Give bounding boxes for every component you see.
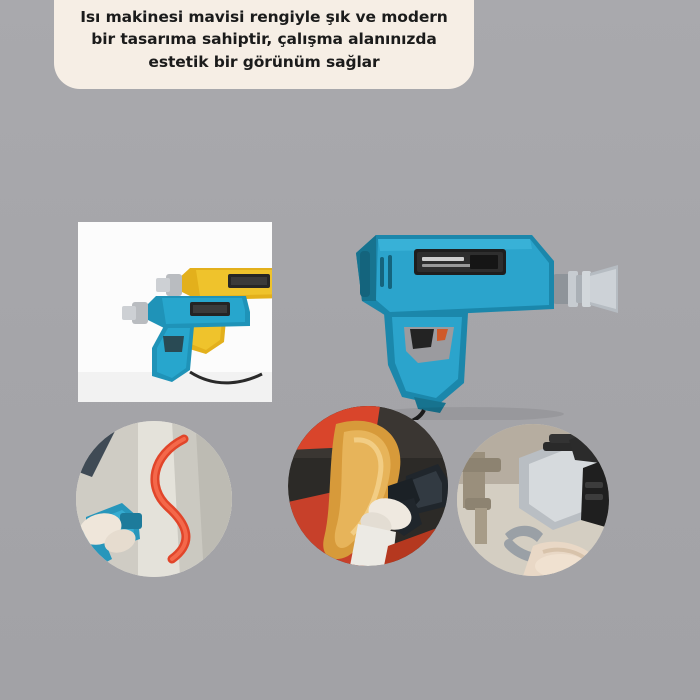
blue-heat-gun-product-photo <box>318 205 658 420</box>
thumb-hose-graphic <box>76 421 232 577</box>
heat-gun-box-photo <box>78 222 272 402</box>
thumb-hair-drying <box>288 406 448 566</box>
thumb-pipe-graphic <box>457 424 609 576</box>
thumb-hair-graphic <box>288 406 448 566</box>
thumb-hose-shrinking <box>76 421 232 577</box>
box-photo-graphic <box>78 222 272 402</box>
thumb-pipe-heating <box>457 424 609 576</box>
main-product-graphic <box>318 205 658 420</box>
caption-text: Isı makinesi mavisi rengiyle şık ve modern bir tasarıma sahiptir, çalışma alanınızda estetik bir görünüm sağlar <box>80 8 448 71</box>
caption-banner <box>54 0 474 89</box>
